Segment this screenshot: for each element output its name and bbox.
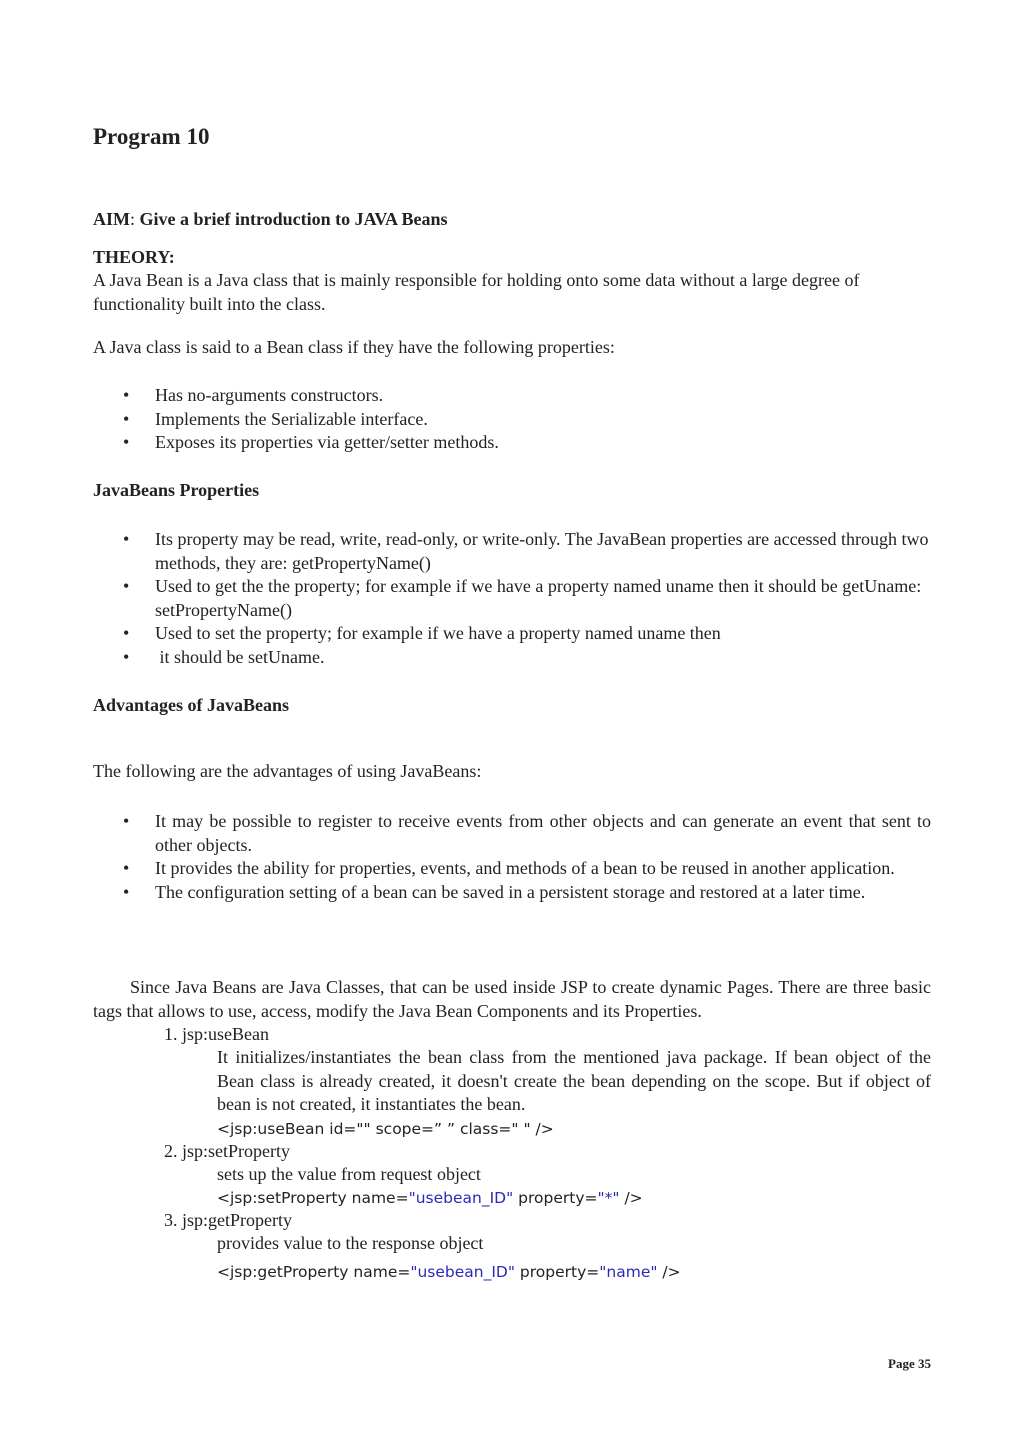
bullet-icon: • (123, 408, 130, 429)
bullet-icon: • (123, 881, 130, 902)
bullet-icon: • (123, 385, 130, 405)
list-item: • Exposes its properties via getter/setter methods. (93, 431, 931, 455)
tag-getproperty-heading: 3. jsp:getProperty (164, 1210, 292, 1230)
tag-setproperty-description: sets up the value from request object (217, 1164, 481, 1184)
bullet-icon: • (123, 646, 130, 667)
tag-usebean-code: <jsp:useBean id="" scope=” ” class=" " /> (217, 1120, 554, 1138)
list-item: • The configuration setting of a bean can be saved in a persistent storage and restored at a later time. (93, 881, 931, 905)
list-item: • Used to get the the property; for example if we have a property named uname then it should be getUname: setPropertyName() (123, 576, 922, 620)
list-item: • Implements the Serializable interface. (93, 408, 931, 432)
javabeans-properties-list (93, 528, 931, 669)
tag-getproperty-description: provides value to the response object (217, 1233, 484, 1253)
tag-setproperty-heading: 2. jsp:setProperty (164, 1141, 290, 1161)
tag-usebean-description: It initializes/instantiates the bean class from the mentioned java package. If bean object of the Bean class is already created, it doesn't create the bean depending on the scope. But if object of bean is not created, it instantiates the bean. (217, 1047, 931, 1114)
list-item: • it should be setUname. (93, 646, 931, 670)
aim-label: AIM (93, 209, 130, 229)
bullet-icon: • (123, 811, 130, 831)
page-number: Page 35 (888, 1356, 931, 1371)
theory-paragraph-1: A Java Bean is a Java class that is mainly responsible for holding onto some data without a large degree of functionality built into the class. (93, 270, 860, 314)
theory-heading: THEORY: (93, 247, 175, 267)
advantages-intro: The following are the advantages of using JavaBeans: (93, 761, 482, 781)
bullet-icon: • (123, 529, 130, 549)
bullet-icon: • (123, 858, 130, 878)
bullet-icon: • (123, 623, 130, 643)
list-item: • It provides the ability for properties, events, and methods of a bean to be reused in another application. (93, 857, 931, 881)
properties-list (93, 384, 931, 455)
jsp-tags-paragraph: Since Java Beans are Java Classes, that can be used inside JSP to create dynamic Pages. There are three basic tags that allows to use, access, modify the Java Bean Components and its Properties. (93, 977, 931, 1021)
list-item: • Has no-arguments constructors. (93, 384, 931, 408)
aim-text: Give a brief introduction to JAVA Beans (139, 209, 448, 229)
list-item: • It may be possible to register to receive events from other objects and can generate an event that sent to other objects. (123, 811, 931, 855)
bullet-icon: • (123, 576, 130, 596)
tag-usebean-heading: 1. jsp:useBean (164, 1024, 269, 1044)
page-title: Program 10 (93, 124, 210, 149)
tag-setproperty-code: <jsp:setProperty name="usebean_ID" property="*" /> (217, 1189, 643, 1207)
advantages-list (93, 810, 931, 904)
tag-getproperty-code: <jsp:getProperty name="usebean_ID" property="name" /> (217, 1263, 681, 1281)
theory-paragraph-2: A Java class is said to a Bean class if they have the following properties: (93, 337, 615, 357)
list-item: • Used to set the property; for example if we have a property named uname then (93, 622, 931, 646)
advantages-heading: Advantages of JavaBeans (93, 695, 290, 715)
aim-line (93, 208, 931, 232)
list-item: • Its property may be read, write, read-only, or write-only. The JavaBean properties are accessed through two methods, they are: getPropertyName() (123, 529, 929, 573)
aim-separator: : (130, 209, 140, 229)
javabeans-properties-heading: JavaBeans Properties (93, 480, 260, 500)
bullet-icon: • (123, 432, 130, 452)
